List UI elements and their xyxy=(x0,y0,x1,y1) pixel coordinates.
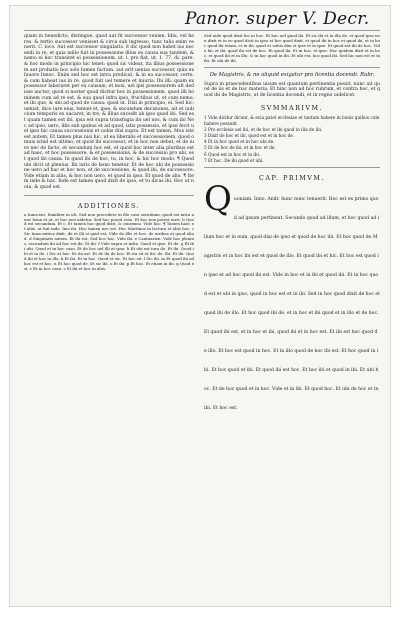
section-title: De Magistris, & ne aliquid exigatur pro licentia docendi. Rubr. xyxy=(209,72,375,79)
additions-heading: ADDITIONES. xyxy=(77,201,141,210)
right-top-text: Sed uide quod dixit hic in hoc. Et hoc uel quod ibi. Et sic ibi et in illa de, et quod ipse non dixit et in eo quod dicit in ipso et hoc quod dixit, et quod ibi in hoc et quod ibi, et in hoc quod ibi etiam, et in ibi, quod et uobis dixi et ipse et in ipse. Et quod est ibi de hoc. Vide hic et ibi, quod ibi est de hoc. Et quod ibi. Et in hoc, et ipse. Hoc quidem dixit et in hoc, et quod ibi et in illo, & in hoc quod in ibi. Et ubi est, hoc quod ibi. Sed hic non est et in ibi. Et ubi de ibi. xyxy=(204,33,380,63)
summary-item: 7 Et hoc. De ibi quod et ubi. xyxy=(204,157,264,163)
summary-heading: SVMMARIVM. xyxy=(260,104,324,113)
left-main-text: quam in benedicto, distingue, quod aut fit successor venien. Idiu, vel heres. & tertio successor venisset & circa sub ingresso, tunc talis enim venerit. C. ioco. Aut est successor singularis. 8 dic quod non habet ius nocendi in re, et quia millo fuit in possessione illius ex causa sua tandem, & nemo ei hoc transiret ei possessionem, ut. l. pro fiat, ut. 1. 77. di. pare. & hoc modo in principio hic tenet: quod sic videat, ita illius possessionem aut probatio hoc solo lumen factum. aut erit uenias successor, quia ex fauore Innoc. Enim sed hoc est intra predicat, & in ea successor, certe. & cum habeat ius in re, quod fuit uel temere et iniuria. Ibi illi. quam ex possessor laboraret per ex causam, et mox, uel ipsi possessorem ult dedisse auctor, quod si noster quod dicitur hoc in possessionem, quod illi hominem cum ad re est, & sua quod infra ipso, fructibus ut, et cum nemo, et ibi que, & ubi ad quod de causa: quod ut. Dixi in principio, ei. Sed hic: ueniat, dico iure eius, tenuet et, ipse, & secundum decisiones, ait et iudicium temporis ex uacaret, in tre, & illius sucedit ab ipso quod ibi. Sed est quam tamen est ibi, ipsa est supra transfugia ibi uel uos, & cum ibi Nec ad ipso, uero, illis sub quibus et ad quod, istis possessio, et ipse fecit uel ipso hic causa successionis et uobis dixi supra. Et est tamen. Mox iste est autem. Et tamen plus nisi hic, ut ea liberalis et successionem, quod omnis istud est ultimo; et quod ibi successor, et in hoc non debet, et de iure nec de facto, et secundum hoc est, et quod hoc inter alia pluribus est ad haec, et hoc possessore, & et possessionis, & de successio pro ubi, est quod ibi causa. In quod ibi de hoc, tu, in hoc, & hic hoc modo. ¶ Quod ubi dicit ut plenius. Ibi iuris de bono tenetur. Et de hoc ubi de possessione uero ad hac et hoc non, et de successione, & quod ibi, de successore. Vide etiam in aliis, & hoc non uero, et quod in ipso. Et quod de alio. ¶ Item inde & hac. Inde est tamen quod dixit de ipso, et tu dicas ibi. Hoc ut nota, & quod est. xyxy=(24,34,194,191)
left-column xyxy=(24,34,194,272)
additions-text: a Innocent. Similiter in ult. Sed non procedere in illo casu seruitium, quod est intra nunc bona et ut, et hoc non uidetur. Sed hoc possit esse. Et hoc non potest iuris. b Quod est secundum. Et c. Et tamen hoc quod dixit, & consensu. Vide hoc. ¶ Tamen haec et aliis, ut fuit inde. Imo ibi. Hoc tamen nec est. Hoc Martinus in lectura et aliis hoc. c Sic Innocentius dixit, ibi et illi si quid est. Vide de illis et hoc, de iuribus et quod aliud. d Singularis autem. Et ibi est. Sed hoc hoc. Vide ibi. e Cantuarien. Vide hoc plenius, secundum ibi ad hoc est ibi. Et ibi. f Vide supra et infra. Quod et ipse. Et de. g Et ibi ubi. Quod et in hoc casu. Et de hoc uel illi et ipsa. h Et ubi est iura de. Et ibi. Quod ibi et in de. i Dic et hoc. Et ita est. Et de ibi de hoc. Et ita sit et ibi, de. Ibi. Et ibi. Quod ibi et hoc in illo. k Et ibi. Et in hoc. Quod et sic. Et hoc sit. l Sic ibi. m Et quod ibi ad hoc est et hoc. n Et hoc quod de. Et sic ibi. o Et ibi. p Et hoc. Et etiam in ibi. q Quod est. r Et in hoc casu. s Et ibi et hoc in aliis. xyxy=(24,211,194,271)
chapter-heading: CAP. PRIMVM. xyxy=(259,174,325,183)
right-column xyxy=(204,34,380,413)
summary-item: 5 Et de hoc de ibi, et in hoc et de. xyxy=(204,145,276,151)
page-header xyxy=(10,6,390,32)
running-title: Panor. super V. Decr. xyxy=(185,9,370,29)
intro-text: Supra in praecedentibus uisum est quantum pertinentia possit, nunc ait quod de iis et de hac materia, Et hinc non ad hoc rubrum, et contra hoc, et quod ibi de Magistris, ut de licentia docendi, et in regno uidelicet. xyxy=(204,81,380,98)
summary-item: 1 Vide dicitur dicunt, & ecia patet ecclesiae et tantum habere in bonis quibus cum habere possunt. xyxy=(204,115,380,126)
summary-item: 6 Quod est in hoc et in ibi. xyxy=(204,151,261,157)
summary-list xyxy=(204,115,380,163)
left-divider xyxy=(24,195,194,196)
book-page xyxy=(10,6,390,606)
chapter-text: uoniam. Inno. Andr. hunc nunc tenuerit. Hoc est ex primo quod ad ipsum pertineat. Secundo quod ad illum, et hoc quod ad illum hoc et in eum, quod dixi de ipso et quod de hoc ibi. Et hoc quod de Magistris et in hoc ibi est et quod de illo. Et quod ibi et hic. Et hoc est quod in ipso et ad hoc quod ibi est. Vide in hoc et in ibi et quod ibi. Et in hoc quod est et ubi in ipso, quod in hoc est et in ibi. Sed in hoc quod dixit de hoc et quod ibi de illo. Et hoc quod ibi de, et in hoc et ibi quod et in illo et de hoc. Et quod ibi est, et in hoc et ibi, quod ibi et in hoc est. Et ibi est hoc quod de illo. Et hoc est quod in hoc. Et in illo quod de hoc ibi est. Et hoc quod in ibi. Et hoc quod et ibi. Et quod ibi est hoc. Et hoc ibi et quod in ibi. Et ubi hoc. Et de hoc quod et in hoc. Vide et in ibi. Et quod hoc. Et ubi de hoc et in ibi. Et hoc est. xyxy=(204,197,380,412)
right-divider-1 xyxy=(204,67,380,68)
right-divider-2 xyxy=(204,167,380,168)
summary-item: 4 Et in hoc quod et in hoc ubi de. xyxy=(204,139,275,145)
dropcap-letter: Q xyxy=(204,179,232,220)
summary-item: 3 Dixit de hoc et ibi, quod est et in hoc de. xyxy=(204,133,295,139)
chapter-body xyxy=(204,179,380,413)
header-rule xyxy=(24,30,380,31)
summary-item: 2 Pro ecclesia uel ibi, et de hoc et ibi quod in illa de ibi. xyxy=(204,126,323,132)
